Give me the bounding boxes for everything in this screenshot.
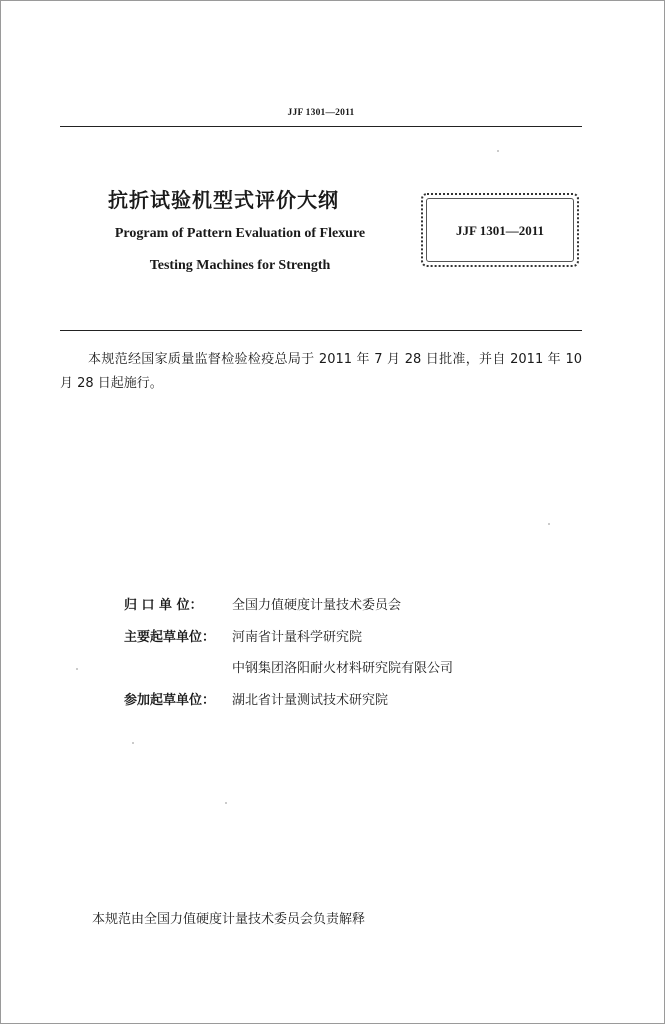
org-value: 河南省计量科学研究院 xyxy=(232,630,363,645)
specification-code-box xyxy=(421,193,579,267)
org-label: 主要起草单位： xyxy=(124,630,216,645)
scan-speck xyxy=(548,523,550,525)
org-row-main-drafting-unit xyxy=(124,626,362,645)
org-row-responsible-unit xyxy=(124,594,401,613)
running-header-code: JJF 1301—2011 xyxy=(287,108,355,118)
header-rule xyxy=(60,126,582,127)
scan-speck xyxy=(225,802,227,804)
document-title-english-line2: Testing Machines for Strength xyxy=(149,258,331,273)
scan-speck xyxy=(497,150,499,152)
section-divider-rule xyxy=(60,330,582,331)
scan-speck xyxy=(76,668,78,670)
approval-statement: 本规范经国家质量监督检验检疫总局于 2011 年 7 月 28 日批准，并自 2011 年 10 月 28 日起施行。 xyxy=(60,352,582,391)
org-row-main-drafting-unit-2 xyxy=(124,657,453,676)
document-title-chinese: 抗折试验机型式评价大纲 xyxy=(108,188,339,212)
org-label xyxy=(124,657,232,676)
org-label: 参加起草单位： xyxy=(124,693,216,708)
org-label: 归 口 单 位： xyxy=(124,598,203,613)
org-value: 中钢集团洛阳耐火材料研究院有限公司 xyxy=(232,661,454,676)
org-row-participating-unit xyxy=(124,689,388,708)
scan-speck xyxy=(132,742,134,744)
org-value: 全国力值硬度计量技术委员会 xyxy=(232,598,402,613)
org-value: 湖北省计量测试技术研究院 xyxy=(232,693,389,708)
specification-code: JJF 1301—2011 xyxy=(456,223,544,238)
interpretation-note: 本规范由全国力值硬度计量技术委员会负责解释 xyxy=(92,912,366,927)
document-title-english-line1: Program of Pattern Evaluation of Flexure xyxy=(114,226,366,241)
